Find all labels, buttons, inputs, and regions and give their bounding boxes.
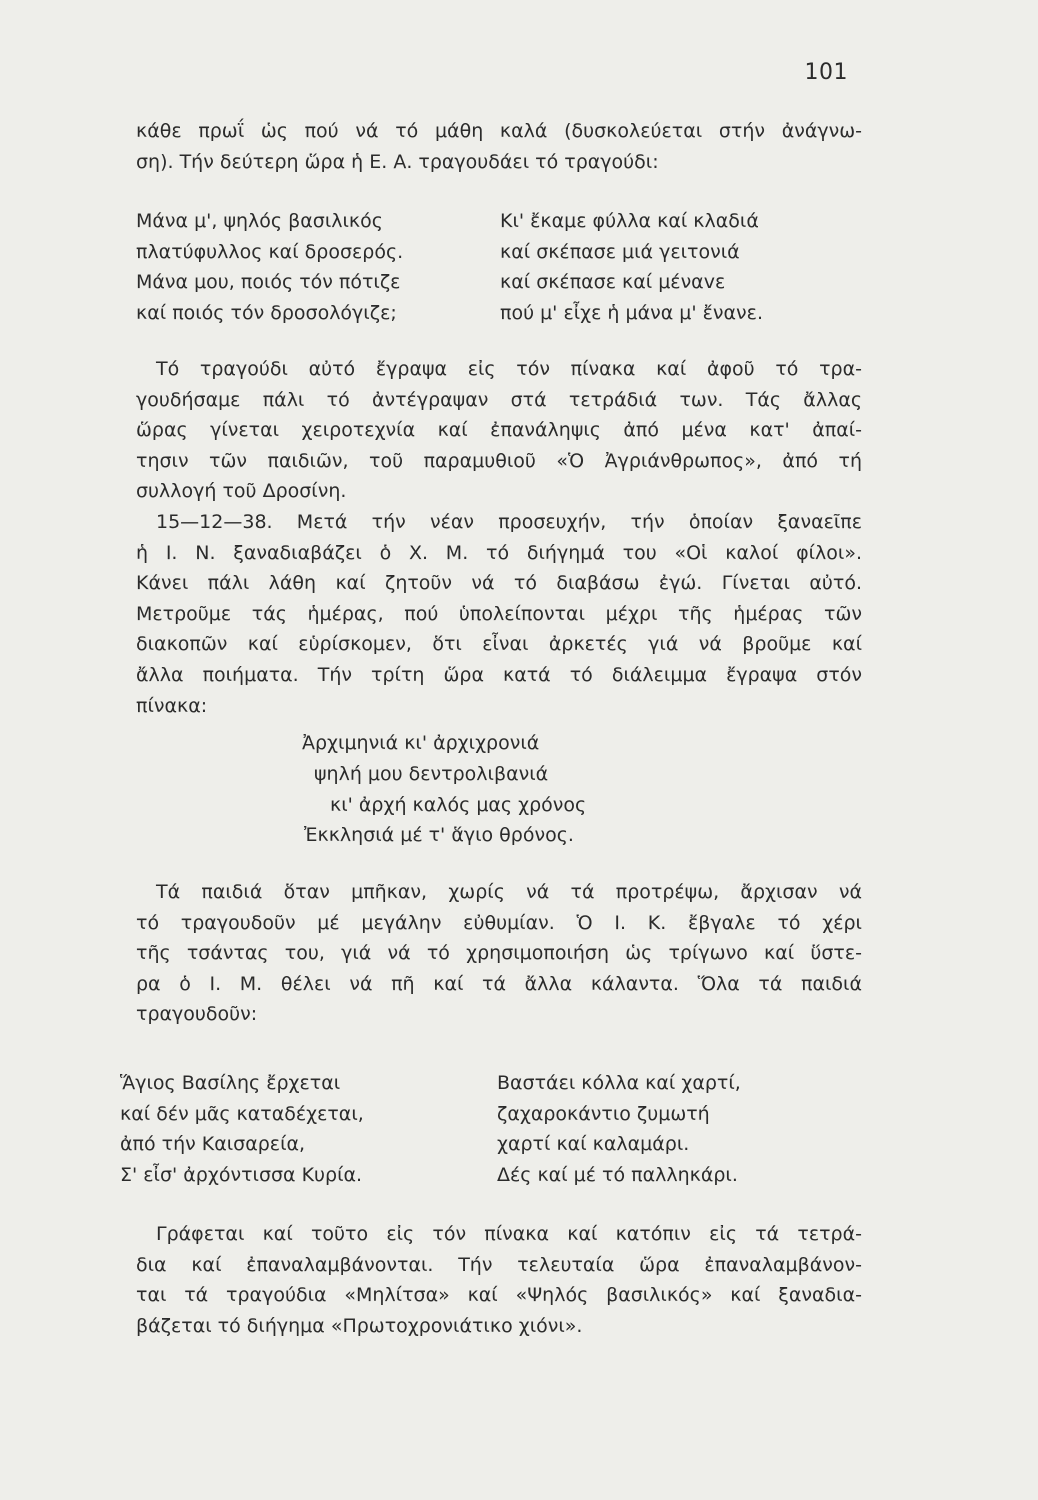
verse-line: καί σκέπασε μιά γειτονιά — [500, 240, 740, 263]
centered-verse — [300, 728, 720, 851]
paragraph-2 — [136, 354, 862, 507]
text-line: τό τραγουδοῦν μέ μεγάλην εὐθυμίαν. Ὁ Ι. Κ. ἔβγαλε τό χέρι — [136, 911, 862, 934]
text-line: Γράφεται καί τοῦτο εἰς τόν πίνακα καί κατόπιν εἰς τά τετρά- — [156, 1223, 862, 1245]
paragraph-4 — [136, 877, 862, 1030]
verse-line: Βαστάει κόλλα καί χαρτί, — [497, 1072, 741, 1094]
text-line: βάζεται τό διήγημα «Πρωτοχρονιάτικο χιόνι». — [136, 1314, 583, 1337]
verse-line: πλατύφυλλος καί δροσερός. — [136, 240, 404, 263]
text-line: τῆς τσάντας του, γιά νά τό χρησιμοποιήση ὡς τρίγωνο καί ὕστε- — [136, 942, 862, 965]
text-line: διακοπῶν καί εὑρίσκομεν, ὅτι εἶναι ἀρκετές γιά νά βροῦμε καί — [136, 633, 862, 656]
page-number: 101 — [804, 60, 848, 85]
verse-line: καί σκέπασε καί μέναvε — [500, 271, 726, 294]
text-line: ση). Τήν δεύτερη ὥρα ἡ Ε. Α. τραγουδάει τό τραγούδι: — [136, 150, 659, 173]
verse-line: Ἐκκλησιά μέ τ' ἅγιο θρόνος. — [304, 824, 574, 847]
verse-line: ψηλή μου δεντρολιβανιά — [314, 762, 549, 785]
text-line: δια καί ἐπαναλαμβάνονται. Τήν τελευταία ὥρα ἐπαναλαμβάνον- — [136, 1253, 862, 1276]
text-line: Τό τραγούδι αὐτό ἔγραψα εἰς τόν πίνακα καί ἀφοῦ τό τρα- — [156, 358, 862, 380]
text-line: γουδήσαμε πάλι τό ἀντέγραψαν στά τετράδιά των. Τάς ἄλλας — [136, 388, 862, 411]
verse-line: Ἀρχιμηνιά κι' ἀρχιχρονιά — [302, 732, 540, 754]
text-line: πίνακα: — [136, 694, 208, 717]
verse-line: Σ' εἶσ' ἀρχόντισσα Κυρία. — [120, 1163, 363, 1186]
verse-line: καί δέν μᾶς καταδέχεται, — [120, 1102, 364, 1125]
verse-line: Κι' ἔκαμε φύλλα καί κλαδιά — [500, 210, 759, 232]
verse-line: Μάνα μου, ποιός τόν πότιζε — [136, 271, 401, 294]
text-line: ται τά τραγούδια «Μηλίτσα» καί «Ψηλός βασιλικός» καί ξαναδια- — [136, 1284, 862, 1307]
text-line: Τά παιδιά ὅταν μπῆκαν, χωρίς νά τά προτρέψω, ἄρχισαν νά — [156, 881, 862, 903]
text-line: τραγουδοῦν: — [136, 1003, 258, 1026]
verse-line: πού μ' εἶχε ἡ μάνα μ' ἔνανε. — [500, 301, 763, 324]
intro-paragraph — [136, 116, 862, 177]
text-line: ὥρας γίνεται χειροτεχνία καί ἐπανάληψις ἀπό μένα κατ' ἀπαί- — [136, 419, 862, 442]
text-line: κάθε πρωΐ ὡς πού νά τό μάθη καλά (δυσκολεύεται στήν ἀνάγνω- — [136, 120, 862, 142]
paragraph-3 — [136, 507, 862, 721]
verse-line: χαρτί καί καλαμάρι. — [497, 1133, 690, 1156]
verse-line: ἀπό τήν Καισαρεία, — [120, 1133, 306, 1156]
verse-line: Δές καί μέ τό παλληκάρι. — [497, 1163, 738, 1186]
text-line: 15—12—38. Μετά τήν νέαν προσευχήν, τήν ὁποίαν ξαναεῖπε — [156, 511, 862, 533]
verse-line: Μάνα μ', ψηλός βασιλικός — [136, 210, 383, 232]
verse-line: ζαχαροκάντιο ζυμωτή — [497, 1102, 710, 1125]
text-line: Μετροῦμε τάς ἡμέρας, πού ὑπολείπονται μέχρι τῆς ἡμέρας τῶν — [136, 602, 862, 625]
song1-left-stanza — [136, 206, 403, 328]
verse-line: Ἅγιος Βασίλης ἔρχεται — [120, 1072, 341, 1094]
text-line: Κάνει πάλι λάθη καί ζητοῦν νά τό διαβάσω ἐγώ. Γίνεται αὐτό. — [136, 572, 862, 595]
text-line: ρα ὁ Ι. Μ. θέλει νά πῆ καί τά ἄλλα κάλαντα. Ὅλα τά παιδιά — [136, 972, 862, 995]
song1-right-stanza — [500, 206, 763, 328]
text-line: τησιν τῶν παιδιῶν, τοῦ παραμυθιοῦ «Ὁ Ἀγριάνθρωπος», ἀπό τή — [136, 449, 862, 472]
text-line: ἄλλα ποιήματα. Τήν τρίτη ὥρα κατά τό διάλειμμα ἔγραψα στόν — [136, 663, 862, 686]
song2-right-stanza — [497, 1068, 741, 1190]
text-line: συλλογή τοῦ Δροσίνη. — [136, 480, 347, 503]
verse-line: καί ποιός τόν δροσολόγιζε; — [136, 301, 397, 324]
paragraph-5 — [136, 1219, 862, 1341]
text-line: ἡ Ι. Ν. ξαναδιαβάζει ὁ Χ. Μ. τό διήγημά του «Οἱ καλοί φίλοι». — [136, 541, 862, 564]
song2-left-stanza — [120, 1068, 364, 1190]
verse-line: κι' ἀρχή καλός μας χρόνος — [330, 793, 587, 816]
